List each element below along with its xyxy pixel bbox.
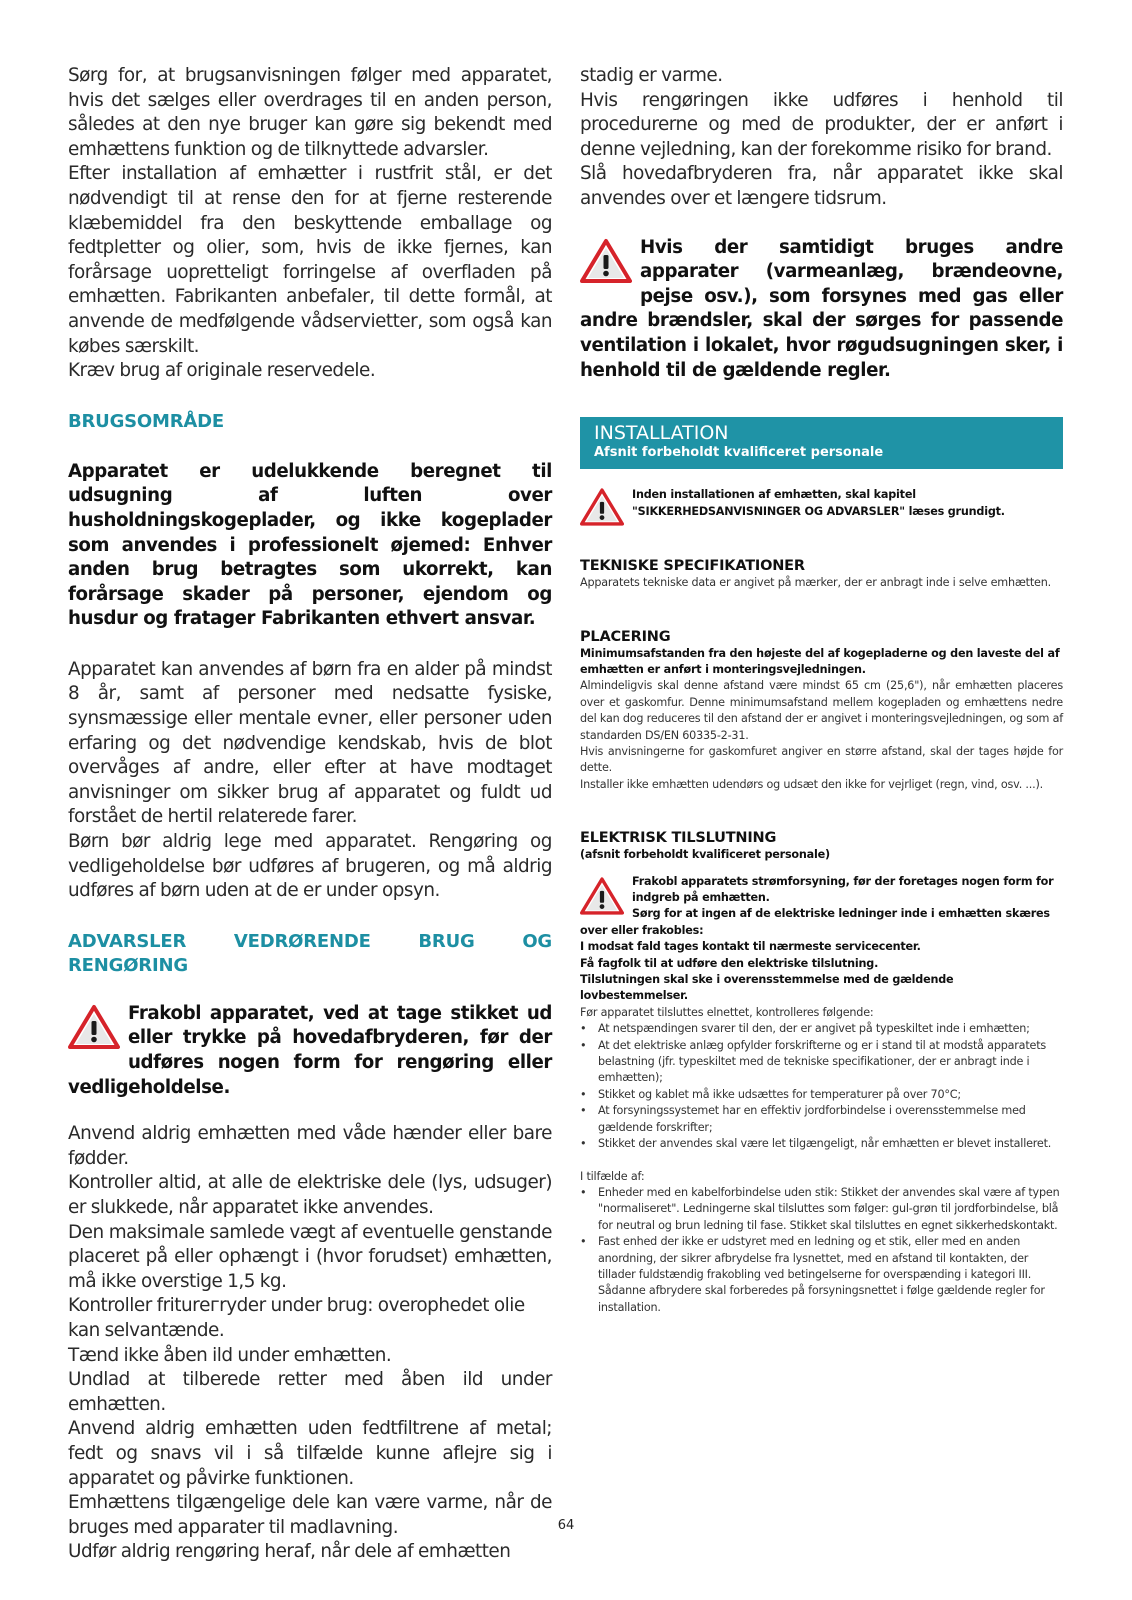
installation-warning-text: Inden installationen af emhætten, skal kapitel "SIKKERHEDSANVISNINGER OG ADVARSLER" læses grundigt. — [632, 488, 1005, 518]
warning-triangle-icon — [68, 1004, 120, 1050]
check-intro: Før apparatet tilsluttes elnettet, kontrolleres følgende: — [580, 1005, 874, 1019]
advarsler-item-8: Emhættens tilgængelige dele kan være varme, når de bruges med apparater til madlavning. — [68, 1492, 552, 1538]
check-list — [580, 1021, 1063, 1152]
children-paragraph-2: Børn bør aldrig lege med apparatet. Rengøring og vedligeholdelse bør udføres af brugeren, og må aldrig udføres af børn uden at de er under opsyn. — [68, 831, 552, 902]
cleaning-warning — [68, 1002, 552, 1100]
case-note: Sådanne afbrydere skal forberedes på forsyningsnettet i følge gældende regler for installation. — [598, 1284, 1045, 1314]
installation-warning — [580, 485, 1063, 527]
placering-heading: PLACERING — [580, 628, 671, 645]
placering-paragraph-3: Installer ikke emhætten udendørs og udsæt den ikke for vejrliget (regn, vind, osv. ...). — [580, 777, 1044, 791]
right-column — [580, 64, 1063, 1316]
continued-paragraph-2: Hvis rengøringen ikke udføres i henhold til procedurerne og med de produkter, der er anført i denne vejledning, kan der forekomme risiko for brand. — [580, 89, 1063, 160]
warning-triangle-icon — [580, 238, 632, 284]
advarsler-item-4: Kontroller friturегryder under brug: overophedet olie kan selvantænde. — [68, 1295, 525, 1341]
brugsomrade-statement: Apparatet er udelukkende beregnet til udsugning af luften over husholdningskogeplader, og ikke kogeplader som anvendes i professionelt øjemed: Enhver anden brug betragtes som ukorrekt, kan forårsage skader på personer, ejendom og husdur og fratager Fabrikanten ethvert ansvar. — [68, 460, 552, 630]
elektrisk-subheading: (afsnit forbeholdt kvalificeret personale) — [580, 848, 830, 862]
elektrisk-warning-line-5: Tilslutningen skal ske i overensstemmelse med de gældende lovbestemmelser. — [580, 973, 954, 1003]
continued-paragraph-3: Slå hovedafbryderen fra, når apparatet ikke skal anvendes over et længere tidsrum. — [580, 163, 1063, 209]
brugsomrade-heading: BRUGSOMRÅDE — [68, 410, 224, 432]
intro-paragraph-3: Kræv brug af originale reservedele. — [68, 360, 376, 382]
list-item: • Stikket og kablet må ikke udsættes for temperaturer på over 70°C; — [580, 1087, 1063, 1103]
warning-triangle-icon — [580, 487, 624, 527]
advarsler-item-1: Anvend aldrig emhætten med våde hænder eller bare fødder. — [68, 1123, 552, 1169]
continued-paragraph-1: stadig er varme. — [580, 65, 723, 86]
advarsler-item-2: Kontroller altid, at alle de elektriske dele (lys, udsuger) er slukkede, når apparatet ikke anvendes. — [68, 1172, 552, 1218]
placering-bold: Minimumsafstanden fra den højeste del af kogepladerne og den laveste del af emhætten er anført i monteringsvejledningen. — [580, 646, 1060, 676]
tekniske-text: Apparatets tekniske data er angivet på mærker, der er anbragt inde i selve emhætten. — [580, 576, 1051, 590]
placering-paragraph-2: Hvis anvisningerne for gaskomfuret angiver en større afstand, skal der tages højde for dette. — [580, 744, 1063, 775]
advarsler-heading: ADVARSLER VEDRØRENDE BRUG OG RENGØRING — [68, 930, 552, 976]
gas-warning-text: Hvis der samtidigt bruges andre apparater (varmeanlæg, brændeovne, pejse osv.), som forsynes med gas eller andre brændsler, skal der sørges for passende ventilation i lokalet, hvor røgudsugningen sker, i henhold til de gældende regler. — [580, 236, 1063, 381]
intro-paragraph-1: Sørg for, at brugsanvisningen følger med apparatet, hvis det sælges eller overdrages til en anden person, således at den nye bruger kan gøre sig bekendt med emhættens funktion og de tilknyttede advarsler. — [68, 65, 552, 160]
cleaning-warning-text: Frakobl apparatet, ved at tage stikket ud eller trykke på hovedafbryderen, før der udføres nogen form for rengøring eller vedligeholdelse. — [68, 1002, 552, 1098]
elektrisk-warning-line-4: Få fagfolk til at udføre den elektriske tilslutning. — [580, 956, 879, 970]
advarsler-item-7: Anvend aldrig emhætten uden fedtfiltrene af metal; fedt og snavs vil i så tilfælde kunne aflejre sig i apparatet og påvirke funktionen. — [68, 1418, 552, 1489]
list-item: • At forsyningssystemet har en effektiv jordforbindelse i overensstemmelse med gældende forskrifter; — [580, 1103, 1063, 1136]
warning-triangle-icon — [580, 876, 624, 916]
installation-banner — [580, 417, 1063, 469]
list-item: • Fast enhed der ikke er udstyret med en ledning og et stik, eller med en anden anordning, der sikrer afbrydelse fra lysnettet, med en afstand til kontakten, der tillader fuldstændig frakobling ved betingelserne for overspænding i kategori III. — [580, 1234, 1063, 1283]
children-paragraph-1: Apparatet kan anvendes af børn fra en alder på mindst 8 år, samt af personer med nedsatte fysiske, synsmæssige eller mentale evner, eller personer uden erfaring og det nødvendige kendskab, hvis de blot overvåges af andre, eller efter at have modtaget anvisninger om sikker brug af apparatet og fuldt ud forstået de hertil relaterede farer. — [68, 658, 552, 828]
installation-title: INSTALLATION — [594, 422, 729, 445]
placering-paragraph-1: Almindeligvis skal denne afstand være mindst 65 cm (25,6"), når emhætten placeres over et gaskomfur. Denne minimumsafstand mellem kogepladen og emhættens nedre del kan dog reduceres til den afstand der er angivet i monteringsvejledningen, og som af standarden DS/EN 60335-2-31. — [580, 679, 1063, 742]
tekniske-heading: TEKNISKE SPECIFIKATIONER — [580, 558, 805, 575]
list-item: • Stikket der anvendes skal være let tilgængeligt, når emhætten er blevet installeret. — [580, 1136, 1063, 1152]
advarsler-item-3: Den maksimale samlede vægt af eventuelle genstande placeret på eller ophængt i (hvor forudset) emhætten, må ikke overstige 1,5 kg. — [68, 1221, 552, 1292]
elektrisk-warning — [580, 874, 1063, 1005]
advarsler-item-5: Tænd ikke åben ild under emhætten. — [68, 1344, 392, 1366]
elektrisk-warning-line-2: Sørg for at ingen af de elektriske ledninger inde i emhætten skæres over eller frakobles: — [580, 907, 1050, 937]
list-item: • At det elektriske anlæg opfylder forskrifterne og er i stand til at modstå apparatets belastning (jfr. typeskiltet med de tekniske specifikationer, der er anbragt inde i emhætten); — [580, 1038, 1063, 1087]
left-column — [68, 64, 552, 1565]
advarsler-item-9: Udfør aldrig rengøring heraf, når dele af emhætten — [68, 1541, 511, 1563]
advarsler-item-6: Undlad at tilberede retter med åben ild under emhætten. — [68, 1369, 552, 1415]
case-list — [580, 1185, 1063, 1283]
case-intro: I tilfælde af: — [580, 1169, 645, 1183]
list-item: • At netspændingen svarer til den, der er angivet på typeskiltet inde i emhætten; — [580, 1021, 1063, 1037]
list-item: • Enheder med en kabelforbindelse uden stik: Stikket der anvendes skal være af typen "normaliseret". Ledningerne skal tilsluttes som følger: gul-grøn til jordforbindelse, blå for neutral og brun ledning til fase. Stikket skal tilsluttes en egnet sikkerhedskontakt. — [580, 1185, 1063, 1234]
installation-subtitle: Afsnit forbeholdt kvalificeret personale — [594, 445, 884, 461]
elektrisk-warning-line-1: Frakobl apparatets strømforsyning, før der foretages nogen form for indgreb på emhætten. — [632, 874, 1054, 904]
intro-paragraph-2: Efter installation af emhætter i rustfrit stål, er det nødvendigt til at rense den for at fjerne resterende klæbemiddel fra den beskyttende emballage og fedtpletter og olier, som, hvis de ikke fjernes, kan forårsage uopretteligt forringelse af overfladen på emhætten. Fabrikanten anbefaler, til dette formål, at anvende de medfølgende vådservietter, som også kan købes særskilt. — [68, 163, 552, 357]
elektrisk-warning-line-3: I modsat fald tages kontakt til nærmeste servicecenter. — [580, 940, 921, 954]
elektrisk-heading: ELEKTRISK TILSLUTNING — [580, 830, 777, 847]
gas-warning — [580, 236, 1063, 384]
page-number: 64 — [557, 1518, 575, 1533]
